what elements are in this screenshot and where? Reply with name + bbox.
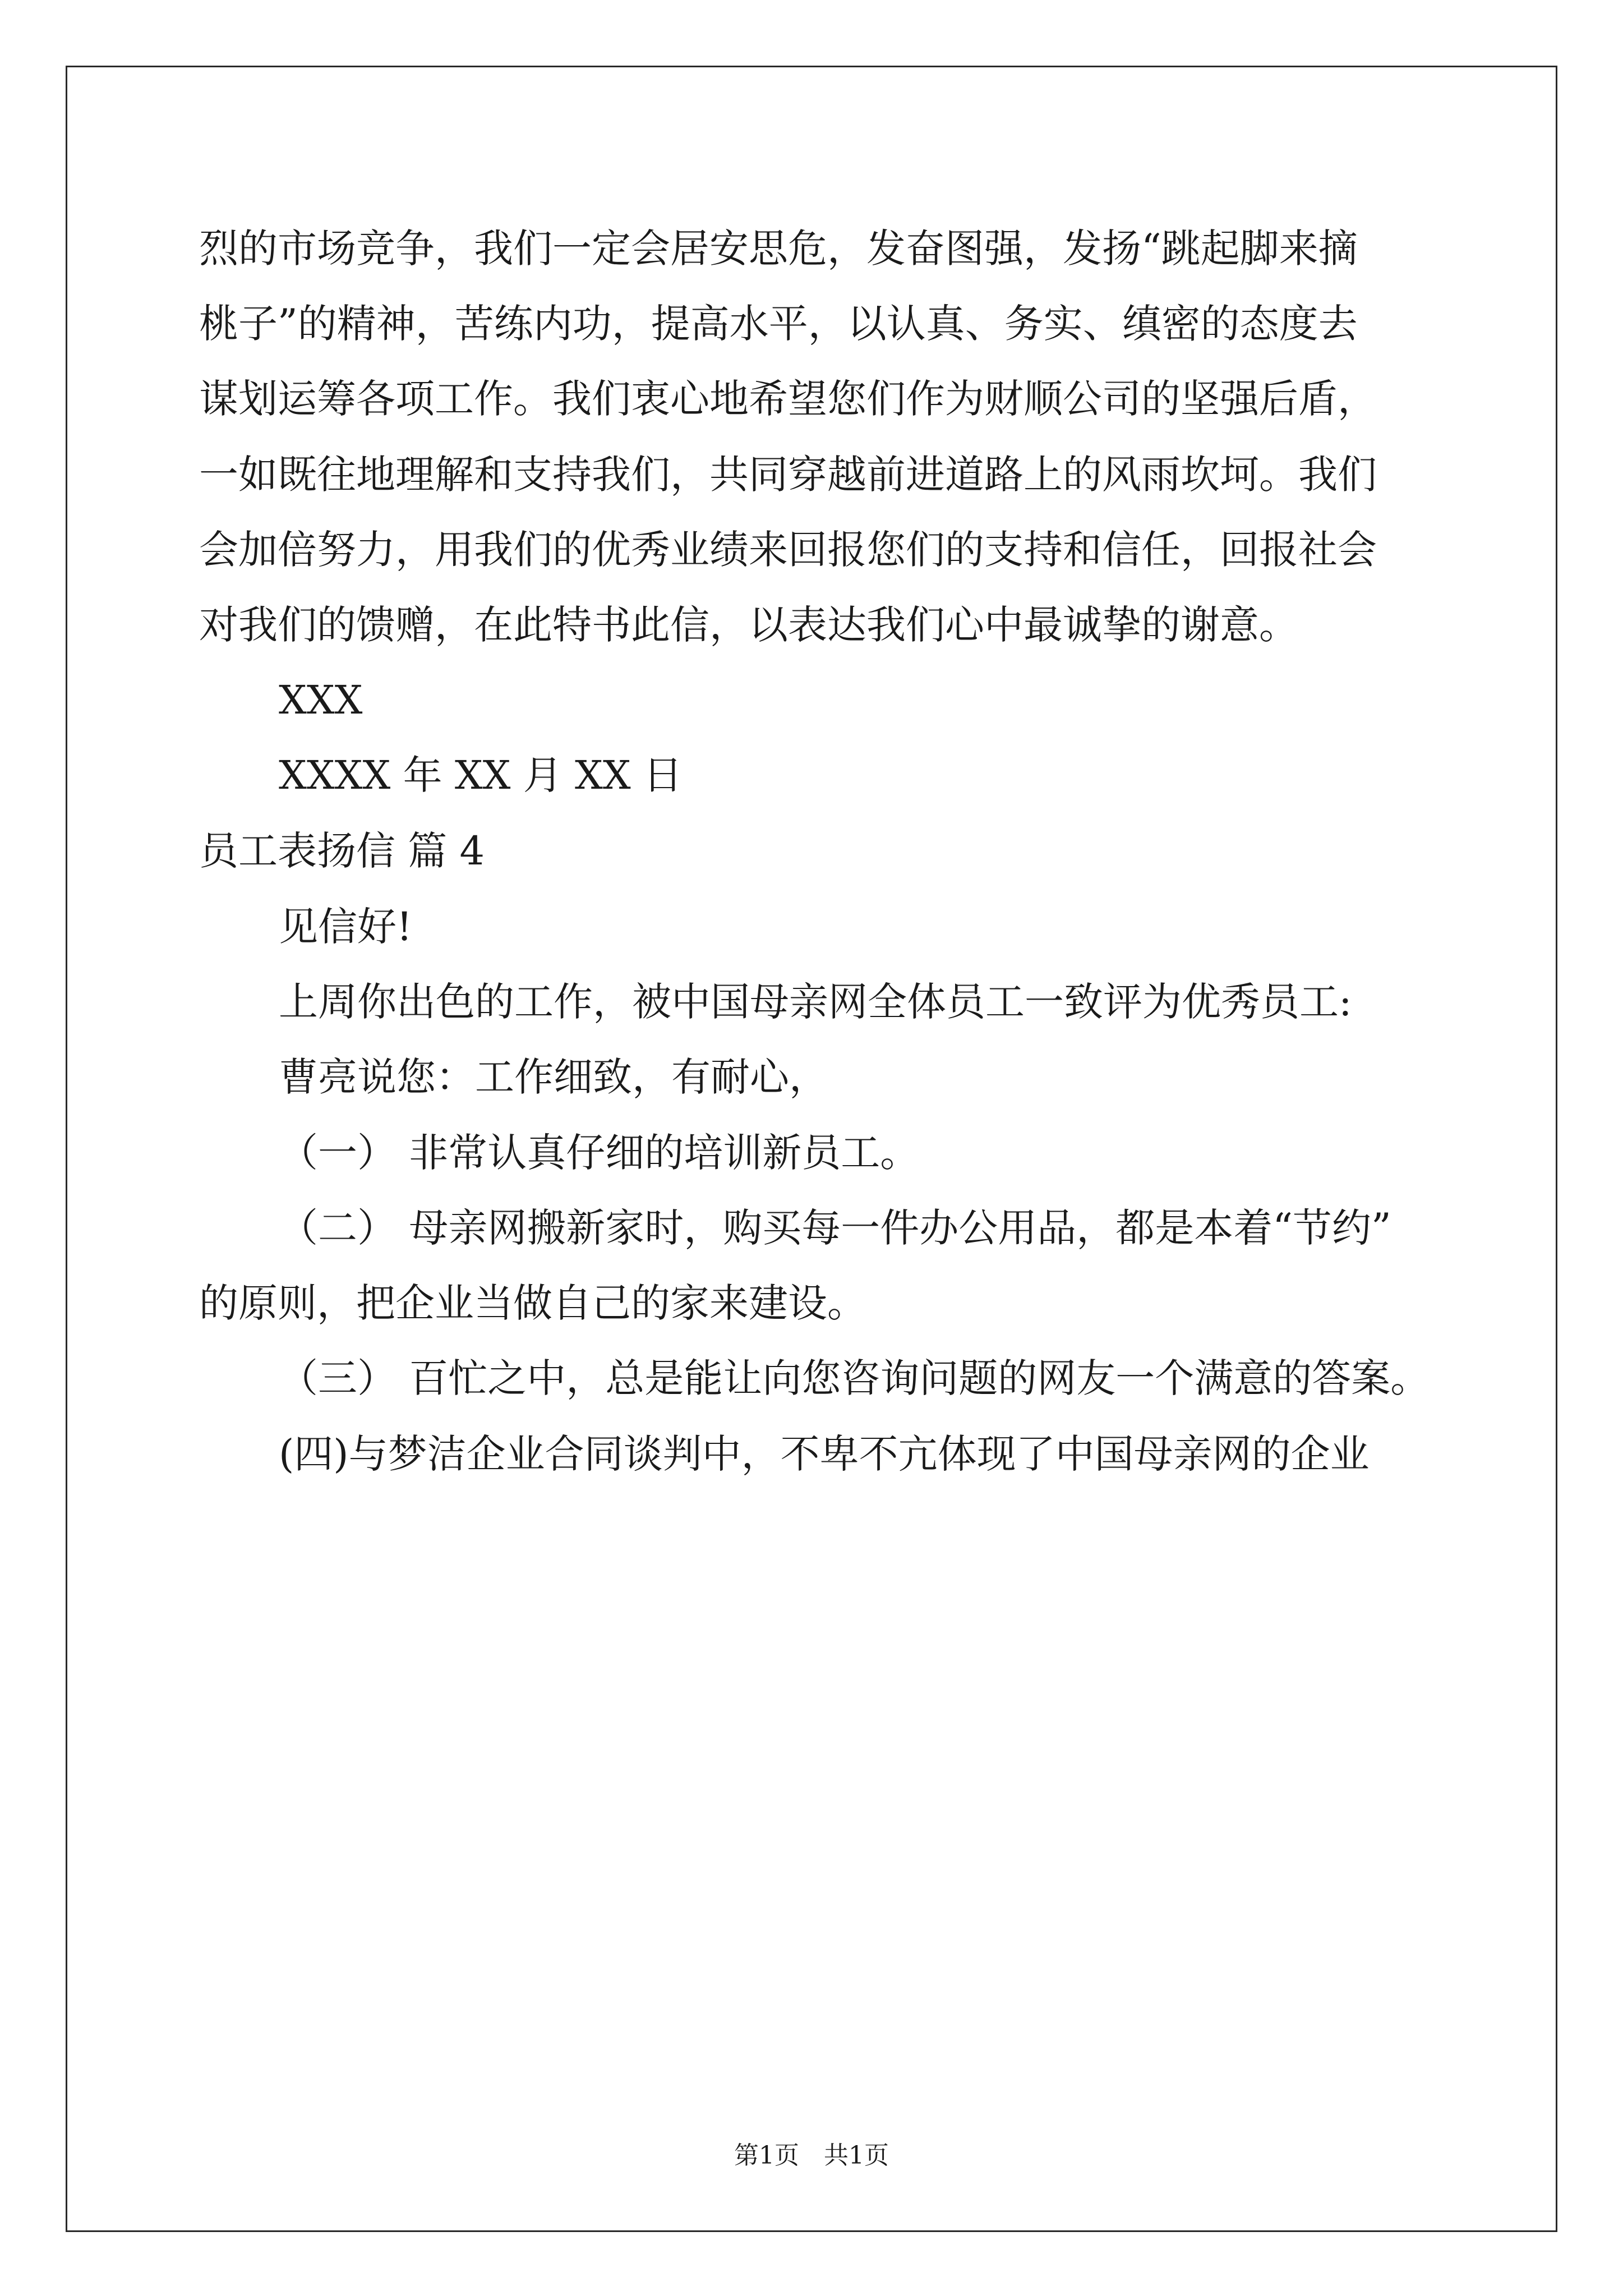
list-item-2-continued: 的原则，把企业当做自己的家来建设。	[199, 1280, 866, 1326]
page-footer: 第1页 共1页	[734, 2141, 889, 2170]
list-item-1: （一） 非常认真仔细的培训新员工。	[279, 1130, 920, 1176]
list-item-4: (四)与梦洁企业合同谈判中，不卑不亢体现了中国母亲网的企业	[279, 1431, 1370, 1477]
body-line-7: 上周你出色的工作，被中国母亲网全体员工一致评为优秀员工:	[279, 979, 1352, 1025]
body-line-8: 曹亮说您：工作细致，有耐心，	[279, 1054, 828, 1100]
body-line-4: 一如既往地理解和支持我们，共同穿越前进道路上的风雨坎坷。我们	[199, 452, 1377, 498]
section-heading: 员工表扬信 篇 4	[199, 828, 485, 874]
body-line-5: 会加倍努力，用我们的优秀业绩来回报您们的支持和信任，回报社会	[199, 527, 1377, 573]
body-line-6: 对我们的馈赠，在此特书此信，以表达我们心中最诚挚的谢意。	[199, 602, 1298, 648]
signature-date: XXXX 年 XX 月 XX 日	[279, 752, 683, 798]
body-line-2: 桃子”的精神，苦练内功，提高水平，以认真、务实、缜密的态度去	[199, 301, 1358, 347]
signature-name: XXX	[279, 677, 363, 723]
list-item-2: （二） 母亲网搬新家时，购买每一件办公用品，都是本着“节约”	[279, 1205, 1391, 1251]
list-item-3: （三） 百忙之中，总是能让向您咨询问题的网友一个满意的答案。	[279, 1355, 1430, 1401]
body-line-1: 烈的市场竞争，我们一定会居安思危，发奋图强，发扬“跳起脚来摘	[199, 226, 1358, 272]
body-line-3: 谋划运筹各项工作。我们衷心地希望您们作为财顺公司的坚强后盾，	[199, 376, 1377, 422]
greeting: 见信好!	[279, 904, 413, 950]
